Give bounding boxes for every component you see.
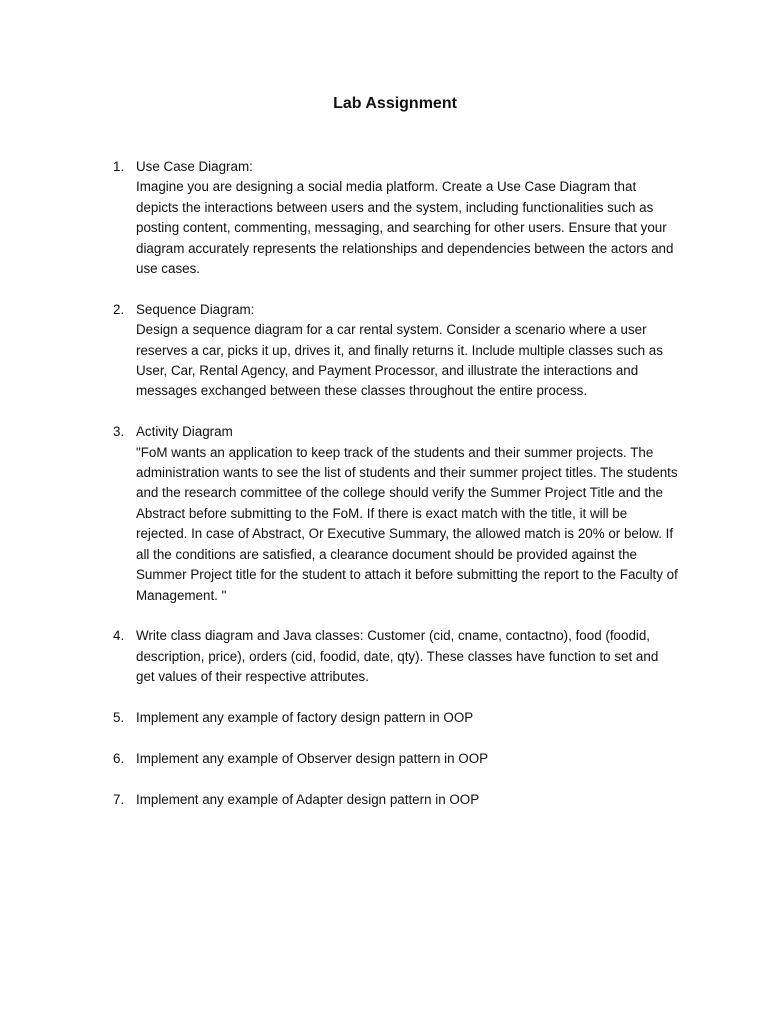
item-body: "FoM wants an application to keep track of the students and their summer projects. The administration wants to see the list of students and their summer project titles. The students and the research committee of the college should verify the Summer Project Title and the Abstract before submitting to the FoM. If there is exact match with the title, it will be rejected. In case of Abstract, Or Executive Summary, the allowed match is 20% or below. If all the conditions are satisfied, a clearance document should be provided against the Summer Project title for the student to attach it before submitting the report to the Faculty of Management. " bbox=[136, 444, 678, 603]
item-number: 3. bbox=[113, 424, 125, 440]
assignment-item-2 bbox=[113, 300, 679, 402]
assignment-item-6 bbox=[113, 749, 679, 769]
item-body: Design a sequence diagram for a car rental system. Consider a scenario where a user reserves a car, picks it up, drives it, and finally returns it. Include multiple classes such as User, Car, Rental Agency, and Payment Processor, and illustrate the interactions and messages exchanged between these classes throughout the entire process. bbox=[136, 322, 663, 399]
assignment-item-3 bbox=[113, 422, 679, 606]
item-heading: Implement any example of Adapter design pattern in OOP bbox=[136, 791, 480, 807]
page-title: Lab Assignment bbox=[333, 95, 457, 112]
item-number: 7. bbox=[113, 791, 125, 807]
item-number: 5. bbox=[113, 709, 125, 725]
item-heading: Implement any example of Observer design pattern in OOP bbox=[136, 750, 489, 766]
assignment-item-4 bbox=[113, 626, 679, 687]
item-number: 2. bbox=[113, 301, 125, 317]
item-body: Imagine you are designing a social media platform. Create a Use Case Diagram that depicts the interactions between users and the system, including functionalities such as posting content, commenting, messaging, and searching for other users. Ensure that your diagram accurately represents the relationships and dependencies between the actors and use cases. bbox=[136, 179, 674, 277]
assignment-list bbox=[113, 157, 679, 830]
assignment-item-7 bbox=[113, 790, 679, 810]
item-number: 1. bbox=[113, 159, 125, 174]
item-heading: Implement any example of factory design pattern in OOP bbox=[136, 709, 474, 725]
item-heading: Sequence Diagram: bbox=[136, 301, 255, 317]
item-heading: Write class diagram and Java classes: Customer (cid, cname, contactno), food (foodid, description, price), orders (cid, foodid, date, qty). These classes have function to set and get values of their respective attributes. bbox=[136, 628, 659, 685]
assignment-item-5 bbox=[113, 708, 679, 728]
item-heading: Use Case Diagram: bbox=[136, 159, 253, 174]
item-number: 4. bbox=[113, 628, 125, 644]
assignment-item-1 bbox=[113, 157, 679, 279]
item-heading: Activity Diagram bbox=[136, 424, 233, 440]
item-number: 6. bbox=[113, 750, 125, 766]
